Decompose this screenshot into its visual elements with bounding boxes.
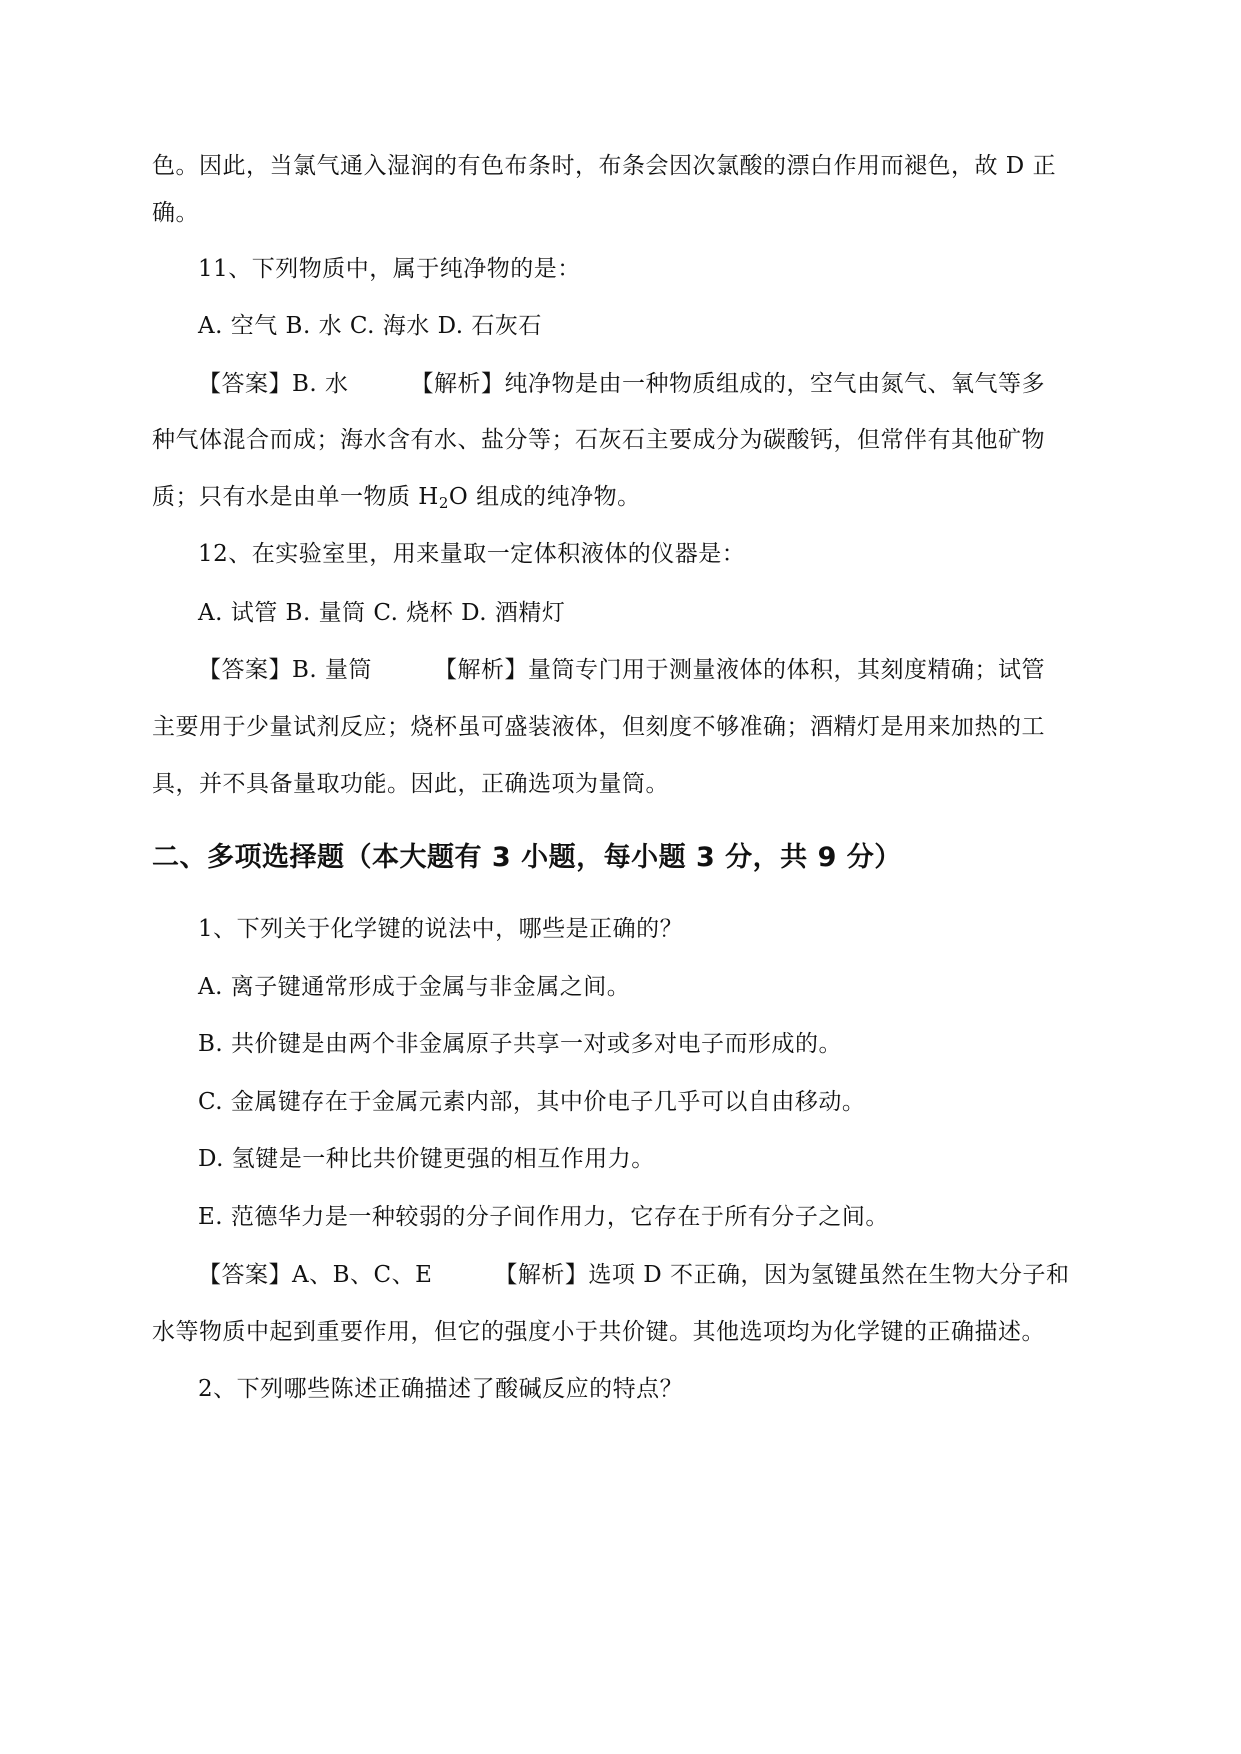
analysis-text: 【解析】纯净物是由一种物质组成的，空气由氮气、氧气等多 [410, 371, 1046, 397]
question-11: 11、下列物质中，属于纯净物的是： [198, 256, 581, 282]
answer-label: 【答案】B. 量筒 [198, 657, 373, 683]
option-a: A. 离子键通常形成于金属与非金属之间。 [198, 974, 631, 1000]
analysis-line: 水等物质中起到重要作用，但它的强度小于共价键。其他选项均为化学键的正确描述。 [152, 1319, 1045, 1345]
option-e: E. 范德华力是一种较弱的分子间作用力，它存在于所有分子之间。 [198, 1204, 889, 1230]
analysis-text: 质；只有水是由单一物质 H [152, 484, 439, 510]
multi-question-2: 2、下列哪些陈述正确描述了酸碱反应的特点？ [198, 1376, 684, 1402]
answer-label: 【答案】B. 水 [198, 371, 349, 397]
option-b: B. 共价键是由两个非金属原子共享一对或多对电子而形成的。 [198, 1031, 843, 1057]
subscript: 2 [438, 494, 449, 512]
answer-label: 【答案】A、B、C、E [198, 1262, 433, 1288]
paragraph-line: 确。 [152, 200, 199, 226]
paragraph-line: 色。因此，当氯气通入湿润的有色布条时，布条会因次氯酸的漂白作用而褪色，故 D 正 [152, 153, 1057, 179]
option-d: D. 氢键是一种比共价键更强的相互作用力。 [198, 1146, 655, 1172]
analysis-line: 具，并不具备量取功能。因此，正确选项为量筒。 [152, 771, 669, 797]
question-12: 12、在实验室里，用来量取一定体积液体的仪器是： [198, 541, 746, 567]
analysis-line: 主要用于少量试剂反应；烧杯虽可盛装液体，但刻度不够准确；酒精灯是用来加热的工 [152, 714, 1045, 740]
section-heading: 二、多项选择题（本大题有 3 小题，每小题 3 分，共 9 分） [152, 842, 902, 873]
analysis-text: 【解析】选项 D 不正确，因为氢键虽然在生物大分子和 [494, 1262, 1070, 1288]
question-12-options: A. 试管 B. 量筒 C. 烧杯 D. 酒精灯 [198, 600, 566, 626]
question-11-answer-line [198, 368, 1138, 400]
question-11-options: A. 空气 B. 水 C. 海水 D. 石灰石 [198, 313, 542, 339]
option-c: C. 金属键存在于金属元素内部，其中价电子几乎可以自由移动。 [198, 1089, 866, 1115]
multi-question-1: 1、下列关于化学键的说法中，哪些是正确的？ [198, 916, 684, 942]
analysis-line [152, 481, 1092, 513]
question-12-answer-line [198, 654, 1138, 686]
analysis-line: 种气体混合而成；海水含有水、盐分等；石灰石主要成分为碳酸钙，但常伴有其他矿物 [152, 427, 1045, 453]
analysis-text: 【解析】量筒专门用于测量液体的体积，其刻度精确；试管 [434, 657, 1046, 683]
analysis-text: O 组成的纯净物。 [448, 484, 641, 510]
multi-question-1-answer-line [198, 1259, 1138, 1291]
